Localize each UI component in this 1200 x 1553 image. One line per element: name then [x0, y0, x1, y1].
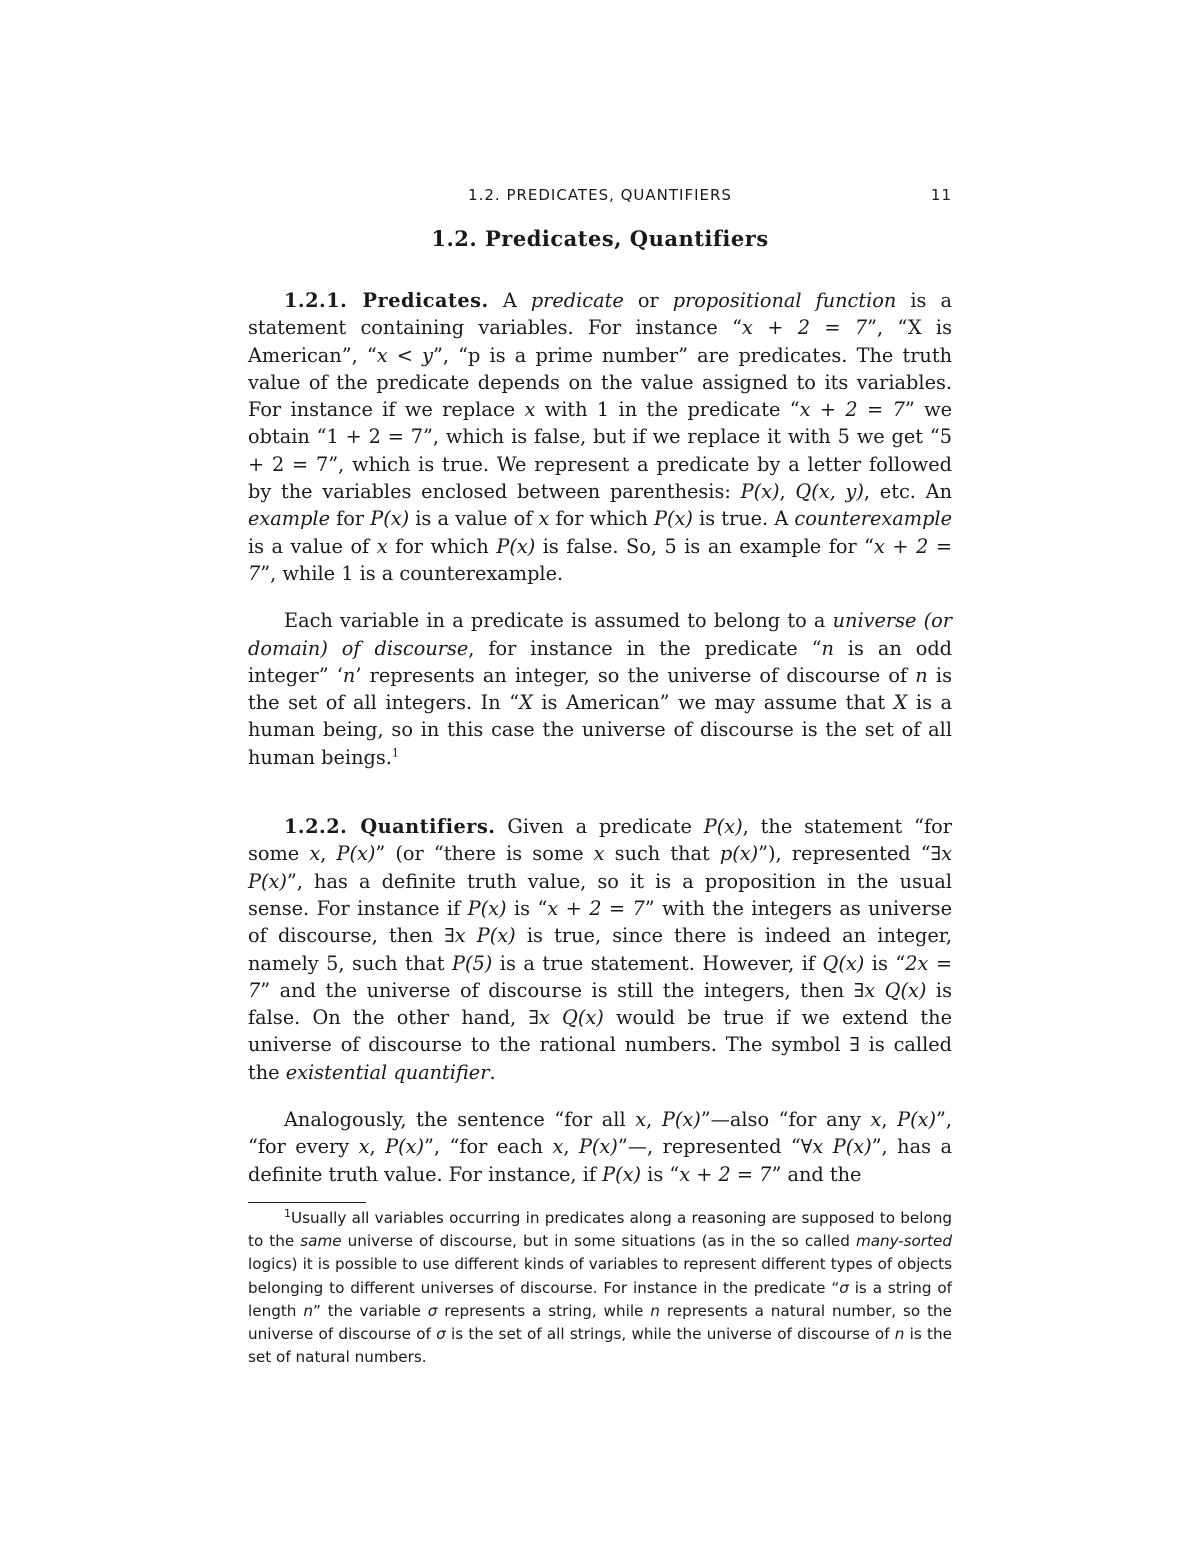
emphasis-term: same: [300, 1232, 342, 1251]
subsection-heading-predicates: 1.2.1. Predicates.: [284, 289, 489, 312]
math-expression: ∃x Q(x): [853, 978, 927, 1002]
math-expression: x + 2 = 7: [742, 316, 868, 340]
math-expression: n: [894, 1324, 905, 1343]
math-expression: ∃x Q(x): [528, 1006, 604, 1030]
text-run: ”, “X is American”, “: [248, 316, 952, 367]
math-expression: n: [303, 1301, 313, 1320]
quantifiers-paragraph-1: [248, 813, 952, 1086]
text-run: , the statement “for some: [248, 815, 952, 866]
math-expression: P(x): [703, 815, 743, 839]
math-expression: σ: [436, 1324, 446, 1343]
text-run: is an odd integer” ‘: [248, 636, 953, 687]
math-expression: P(5): [451, 951, 493, 975]
text-run: is “: [506, 896, 548, 920]
math-expression: x: [870, 1108, 882, 1132]
predicates-paragraph-2: [248, 607, 952, 771]
math-expression: X: [519, 691, 533, 715]
text-run: ,: [779, 480, 796, 504]
text-run: is “: [864, 951, 906, 975]
footnote-divider: [248, 1202, 366, 1203]
text-run: ”—also “for any: [700, 1108, 871, 1132]
math-expression: P(x): [661, 1108, 701, 1132]
text-run: or: [623, 289, 673, 312]
text-run: ” (or “there is some: [375, 842, 594, 866]
math-expression: x: [309, 842, 321, 866]
text-run: Given a predicate: [495, 815, 704, 839]
text-run: is American” we may assume that: [532, 691, 894, 715]
math-expression: P(x): [385, 1135, 425, 1159]
math-expression: σ: [427, 1301, 438, 1320]
book-page: [248, 182, 952, 1369]
math-expression: X: [893, 691, 908, 715]
text-run: is true. A: [692, 507, 795, 531]
text-run: ” and the universe of discourse is still the integers, then: [260, 978, 854, 1002]
text-run: is the set of all integers. In “: [248, 663, 952, 715]
text-run: .: [489, 1060, 496, 1084]
math-expression: P(x): [654, 507, 693, 531]
text-run: is the set of natural numbers.: [248, 1324, 952, 1367]
text-run: for: [329, 507, 371, 531]
text-run: is a value of: [409, 507, 539, 531]
math-expression: x: [593, 842, 605, 866]
text-run: is false. So, 5 is an example for “: [535, 534, 875, 558]
emphasis-term: predicate: [530, 289, 624, 312]
text-run: ” with the integers as universe of discourse, then: [248, 896, 952, 948]
math-expression: P(x): [467, 896, 507, 920]
page-number: 11: [930, 186, 952, 204]
text-run: ,: [320, 842, 337, 866]
text-run: for which: [387, 534, 497, 558]
math-expression: x: [376, 534, 388, 558]
math-expression: P(x): [740, 480, 780, 504]
text-run: ”, has a definite truth value. For instance, if: [248, 1135, 952, 1186]
predicates-paragraph-1: [248, 287, 952, 587]
math-expression: n: [650, 1301, 660, 1320]
text-run: ”), represented “: [758, 842, 931, 866]
text-run: represents a natural number, so the universe of discourse of: [248, 1301, 953, 1343]
text-run: , for instance in the predicate “: [468, 636, 822, 660]
math-expression: Q(x, y): [795, 480, 864, 504]
math-expression: n: [342, 663, 356, 687]
text-run: ”, “p is a prime number” are predicates. The truth value of the predicate depends on the value assigned to its variables. For instance if we replace: [248, 343, 953, 422]
math-expression: P(x): [370, 507, 410, 531]
math-expression: P(x): [578, 1135, 618, 1159]
math-expression: p(x): [719, 842, 759, 866]
math-expression: ∀x P(x): [800, 1135, 872, 1159]
text-run: , etc. An: [863, 480, 952, 504]
math-expression: n: [821, 636, 834, 660]
text-run: is the set of all strings, while the universe of discourse of: [445, 1324, 895, 1343]
text-run: Usually all variables occurring in predicates along a reasoning are supposed to belong to the: [248, 1208, 952, 1251]
math-expression: n: [915, 663, 928, 687]
footnote: [248, 1207, 952, 1369]
text-run: universe of discourse, but in some situations (as in the so called: [341, 1232, 856, 1251]
math-expression: P(x): [496, 534, 536, 558]
math-expression: σ: [839, 1278, 849, 1297]
emphasis-term: universe (or domain) of discourse: [248, 609, 952, 660]
math-expression: 2x = 7: [248, 951, 952, 1002]
text-run: ” we obtain “1 + 2 = 7”, which is false, but if we replace it with 5 we get “5 + 2 = 7”, which is true. We represent a predicate by a letter followed by the variables enclosed between parenthesis:: [248, 398, 952, 504]
text-run: ”, while 1 is a counterexample.: [260, 561, 564, 585]
text-run: with 1 in the predicate “: [535, 398, 800, 422]
math-expression: x + 2 = 7: [799, 398, 905, 422]
text-run: is a human being, so in this case the universe of discourse is the set of all human beings.: [248, 691, 952, 769]
math-expression: x: [358, 1135, 370, 1159]
text-run: is a statement containing variables. For instance “: [248, 289, 952, 340]
text-run: ”—, represented “: [617, 1135, 801, 1159]
text-run: logics) it is possible to use different kinds of variables to represent different types of objects belonging to different universes of discourse. For instance in the predicate “: [248, 1255, 952, 1297]
text-run: is true, since there is indeed an integer, namely 5, such that: [248, 924, 952, 975]
footnote-marker: 1: [391, 746, 399, 760]
text-run: ”, “for each: [424, 1135, 553, 1159]
math-expression: x: [635, 1108, 647, 1132]
text-run: ,: [881, 1108, 898, 1132]
text-run: Each variable in a predicate is assumed to belong to a: [284, 609, 833, 633]
text-run: is “: [641, 1162, 680, 1186]
math-expression: P(x): [897, 1108, 936, 1132]
quantifiers-paragraph-2: [248, 1106, 952, 1188]
text-run: ,: [646, 1108, 662, 1132]
emphasis-term: many-sorted: [855, 1232, 952, 1251]
text-run: such that: [604, 842, 720, 866]
math-expression: x: [552, 1135, 564, 1159]
text-run: represents a string, while: [437, 1301, 651, 1320]
section-title: 1.2. Predicates, Quantifiers: [431, 226, 769, 251]
text-run: Analogously, the sentence “for all: [284, 1108, 636, 1132]
math-expression: P(x): [602, 1162, 642, 1186]
math-expression: x < y: [376, 343, 434, 367]
math-expression: x + 2 = 7: [679, 1162, 772, 1186]
text-run: ,: [369, 1135, 386, 1159]
math-expression: P(x): [336, 842, 376, 866]
running-head-title: 1.2. PREDICATES, QUANTIFIERS: [468, 186, 732, 204]
text-run: ,: [563, 1135, 579, 1159]
emphasis-term: example: [248, 507, 330, 531]
footnote-number: 1: [284, 1206, 291, 1220]
text-run: is false. On the other hand,: [248, 978, 952, 1030]
math-expression: x + 2 = 7: [547, 896, 645, 920]
math-expression: x: [538, 507, 550, 531]
text-run: A: [502, 289, 531, 312]
text-run: is a value of: [248, 534, 377, 558]
text-run: is a string of length: [248, 1278, 952, 1320]
math-expression: ∃x P(x): [444, 924, 516, 948]
emphasis-term: counterexample: [794, 507, 952, 531]
subsection-heading-quantifiers: 1.2.2. Quantifiers.: [284, 815, 496, 839]
text-run: would be true if we extend the universe of discourse to the rational numbers. The symbol ∃ is called the: [248, 1006, 952, 1084]
math-expression: ∃x P(x): [248, 842, 952, 893]
text-run: ”, “for every: [248, 1108, 952, 1159]
emphasis-term: existential quantifier: [285, 1060, 490, 1084]
math-expression: x: [524, 398, 536, 422]
text-run: ” the variable: [312, 1301, 428, 1320]
running-head: [248, 182, 952, 212]
text-run: for which: [549, 507, 655, 531]
math-expression: x + 2 = 7: [248, 534, 953, 585]
text-run: is a true statement. However, if: [492, 951, 823, 975]
text-run: ’ represents an integer, so the universe of discourse of: [355, 663, 916, 687]
emphasis-term: propositional function: [672, 289, 897, 312]
text-run: ” and the: [771, 1162, 862, 1186]
text-run: ”, has a definite truth value, so it is a proposition in the usual sense. For instance if: [248, 869, 952, 920]
math-expression: Q(x): [822, 951, 865, 975]
